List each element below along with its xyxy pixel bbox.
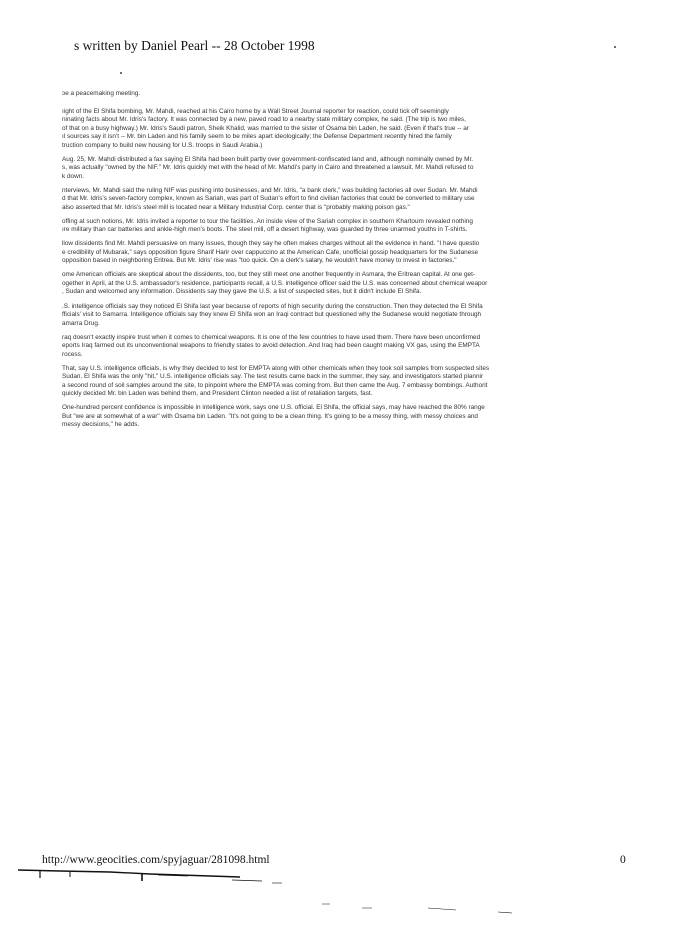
article-paragraph: ome American officials are skeptical about the dissidents, too, but they still meet one another frequently in Asmara, the Eritrean capital. At one get- ogether in April, at the U.S. ambassador's residence, participants recall, a U.S. intelligence officer said the U.S. was concerned about chemical weapor , Sudan and welcomed any information. Dissidents say they gave the U.S. a list of suspected sites, but it didn't include El Shifa.: [62, 271, 488, 296]
article-paragraph: offing at such notions, Mr. Idris invited a reporter to tour the facilities. An inside view of the Sariah complex in southern Khartoum revealed nothing ıre military than car batteries and ankle-high men's boots. The steel mill, off a desert highway, was guarded by three unarmed youths in T-shirts.: [62, 217, 473, 234]
footer-url: http://www.geocities.com/spyjaguar/281098.html: [42, 854, 270, 866]
article-body: [62, 90, 670, 435]
page-number: 0: [620, 854, 626, 866]
scan-speck: [120, 72, 122, 74]
page-header-title: s written by Daniel Pearl -- 28 October 1998: [74, 38, 315, 53]
article-paragraph: That, say U.S. intelligence officials, is why they decided to test for EMPTA along with other chemicals when they took soil samples from suspected sites Sudan. El Shifa was the only "hit," U.S. intelligence officials say. The test results came back in the summer, they say, and investigators started plannir a second round of soil samples around the site, to pinpoint where the EMPTA was coming from. But then came the Aug. 7 embassy bombings. Authorit quickly decided Mr. bin Laden was behind them, and President Clinton needed a list of retaliation targets, fast.: [62, 364, 490, 398]
scan-artifact-marks: [0, 868, 683, 928]
scan-speck: [614, 46, 616, 48]
article-paragraph: raq doesn't exactly inspire trust when it comes to chemical weapons. It is one of the few countries to have used them. There have been unconfirmed eports Iraq farmed out its unconventional weapons to friendly states to avoid detection. And Iraq had been caught making VX gas, using the EMPTA rocess.: [62, 333, 481, 358]
article-paragraph: Aug. 25, Mr. Mahdi distributed a fax saying El Shifa had been built partly over government-confiscated land and, although nominally owned by Mr. s, was actually "owned by the NIF." Mr. Idris quickly met with the head of Mr. Mahdi's party in Cairo and threatened a lawsuit. Mr. Mahdi refused to k down.: [62, 155, 474, 180]
article-paragraph: llow dissidents find Mr. Mahdi persuasive on many issues, though they say he often makes charges without all the evidence in hand. "I have questio e credibility of Mubarak," says opposition figure Sharif Harir over cappuccino at the American Cafe, unofficial gossip headquarters for the Sudanese opposition based in neighboring Eritrea. But Mr. Idris' rise was "too quick. On a clerk's salary, he wouldn't have money to invest in factories.": [62, 240, 480, 265]
article-paragraph: .S. intelligence officials say they noticed El Shifa last year because of reports of high security during the construction. Then they detected the El Shifa fficials' visit to Samarra. Intelligence officials say they knew El Shifa won an Iraqi contract but questioned why the Sudanese would negotiate through amarra Drug.: [62, 302, 483, 327]
article-paragraph: One-hundred percent confidence is impossible in intelligence work, says one U.S. official. El Shifa, the official says, may have reached the 80% range But "we are at somewhat of a war" with Osama bin Laden. "It's not going to be a clean thing. It's going to be a messy thing, with messy choices and messy decisions," he adds.: [62, 404, 485, 429]
article-paragraph: ıight of the El Shifa bombing, Mr. Mahdi, reached at his Cairo home by a Wall Street Journal reporter for reaction, could tick off seemingly ninating facts about Mr. Idris's factory. It was connected by a new, paved road to a nearby state military complex, he said. (The trip is two miles, of that on a busy highway.) Mr. Idris's Saudi patron, Sheik Khalid, was married to the sister of Osama bin Laden, he said. (Even if that's true -- ar ıl sources say it isn't -- Mr. bin Laden and his family seem to be miles apart ideologically; the Defense Department recently hired the family truction company to build new housing for U.S. troops in Saudi Arabia.): [62, 107, 469, 149]
article-paragraph: ɔe a peacemaking meeting.: [62, 90, 141, 97]
article-paragraph: nterviews, Mr. Mahdi said the ruling NIF was pushing into businesses, and Mr. Idris, "a bank clerk," was building factories all over Sudan. Mr. Mahdi d that Mr. Idris's seven-factory complex, known as Sariah, was part of Sudan's effort to find civilian factories that could be converted to military use also asserted that Mr. Idris's steel mill is located near a Military Industrial Corp. center that is "probably making poison gas.": [62, 186, 478, 211]
